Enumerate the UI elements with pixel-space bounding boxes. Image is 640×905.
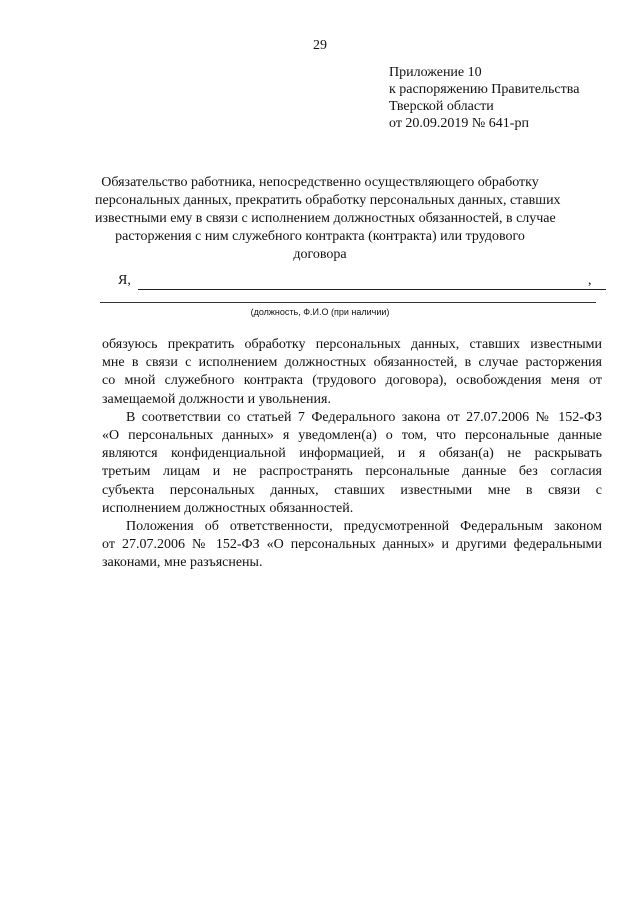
body-text: [102, 336, 602, 573]
annex-line-2: к распоряжению Правительства: [389, 82, 580, 97]
position-blank-line: [100, 302, 596, 303]
annex-line-3: Тверской области: [389, 99, 494, 114]
annex-line-4: от 20.09.2019 № 641-рп: [389, 116, 529, 131]
field-caption: (должность, Ф.И.О (при наличии): [250, 307, 390, 317]
name-entry-row: [118, 273, 598, 293]
p3-line: Положения об ответственности, предусмотренной Федеральным законом: [126, 519, 602, 535]
title-line-4: расторжения с ним служебного контракта (контракта) или трудового: [115, 229, 525, 244]
page-number: 29: [313, 38, 327, 53]
ya-label: Я,: [118, 273, 131, 288]
title-line-1: Обязательство работника, непосредственно осуществляющего обработку: [101, 175, 539, 190]
p1-line: замещаемой должности и увольнения.: [102, 391, 331, 407]
p2-line: субъекта персональных данных, ставших известными мне в связи с: [102, 482, 602, 498]
p2-line: являются конфиденциальной информацией, и я обязан(а) не раскрывать: [102, 446, 602, 462]
title-line-5: договора: [293, 247, 347, 262]
p2-line: В соответствии со статьей 7 Федерального закона от 27.07.2006 № 152-ФЗ: [126, 409, 602, 425]
p1-line: мне в связи с исполнением должностных обязанностей, в случае расторжения: [102, 355, 602, 371]
p2-line: «О персональных данных» я уведомлен(а) о том, что персональные данные: [102, 428, 602, 444]
p2-line: третьим лицам и не распространять персональные данные без согласия: [102, 464, 602, 480]
p3-line: законами, мне разъяснены.: [102, 555, 263, 571]
title-line-3: известными ему в связи с исполнением должностных обязанностей, в случае: [95, 211, 556, 226]
ya-comma: ,: [588, 273, 592, 288]
document-title: [95, 174, 561, 264]
name-blank-line: [138, 289, 606, 290]
title-line-2: персональных данных, прекратить обработку персональных данных, ставших: [95, 193, 561, 208]
annex-line-1: Приложение 10: [389, 65, 482, 80]
p2-line: исполнением должностных обязанностей.: [102, 500, 354, 516]
p1-line: со мной служебного контракта (трудового договора), освобождения меня от: [102, 373, 602, 389]
p1-line: обязуюсь прекратить обработку персональных данных, ставших известными: [102, 337, 602, 352]
annex-block: [389, 64, 579, 132]
p3-line: от 27.07.2006 № 152-ФЗ «О персональных данных» и другими федеральными: [102, 537, 602, 553]
